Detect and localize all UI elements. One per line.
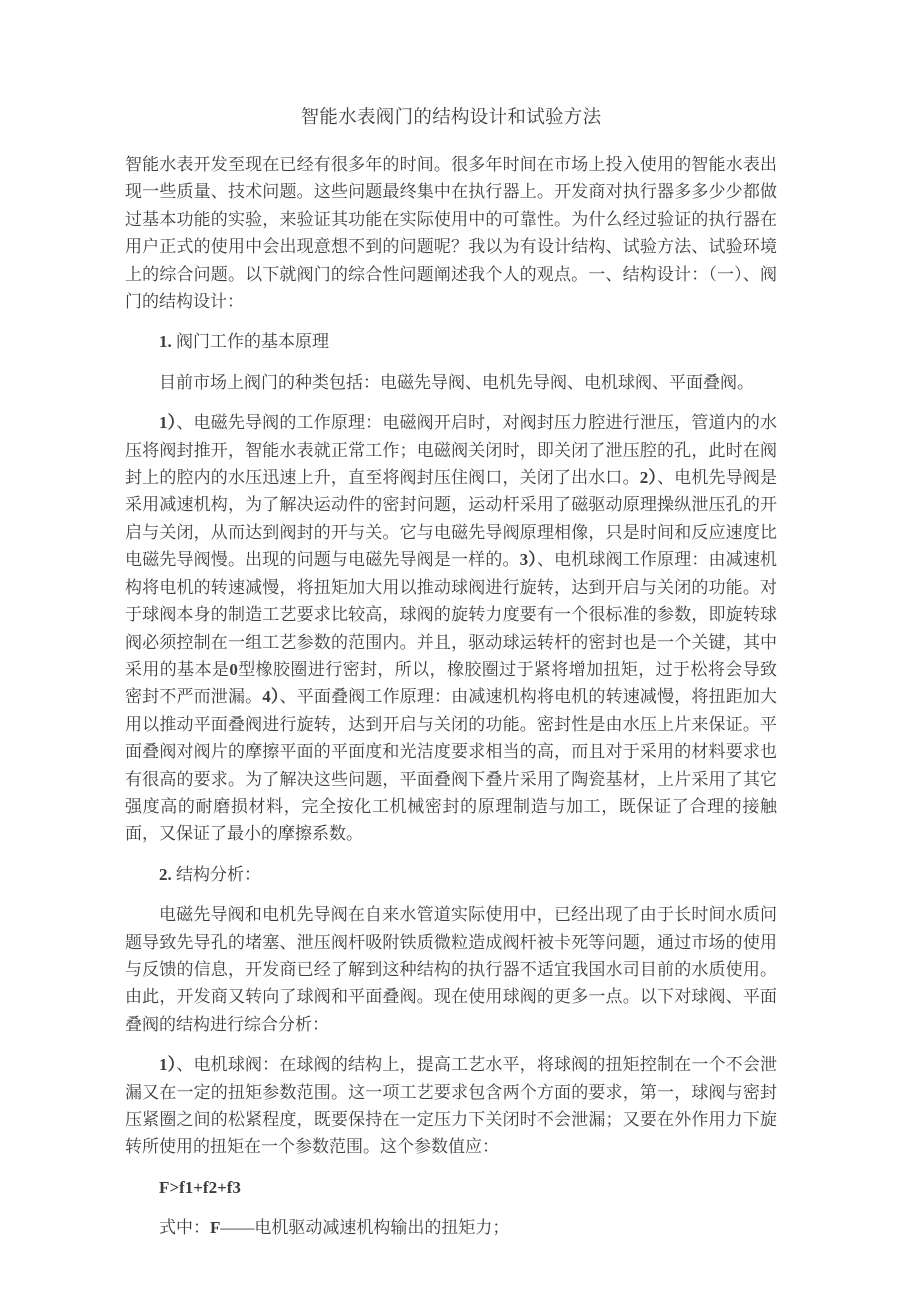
text-segment: 、电磁先导阀的工作原理：电磁阀开启时，对阀封压力腔进行泄压，管道内的水压将阀封推开，智能水表就正常工作；电磁阀关闭时，即关闭了泄压腔的孔，此时在阀封上的腔内的水压迅速上升，直至将阀封压住阀口，关闭了出水口。 bbox=[125, 413, 778, 488]
body-paragraph bbox=[125, 151, 777, 315]
document-title: 智能水表阀门的结构设计和试验方法 bbox=[300, 108, 602, 128]
body-paragraph bbox=[125, 901, 777, 1038]
body-paragraph bbox=[125, 369, 777, 396]
document-body bbox=[125, 151, 777, 1242]
serif-number-segment: 2. bbox=[159, 864, 176, 884]
body-paragraph bbox=[125, 409, 777, 848]
text-segment: 阀门工作的基本原理 bbox=[176, 332, 329, 352]
text-segment: 电磁先导阀和电机先导阀在自来水管道实际使用中，已经出现了由于长时间水质问题导致先导孔的堵塞、泄压阀杆吸附铁质微粒造成阀杆被卡死等问题，通过市场的使用与反馈的信息，开发商已经了解到这种结构的执行器不适宜我国水司目前的水质使用。由此，开发商又转向了球阀和平面叠阀。现在使用球阀的更多一点。以下对球阀、平面叠阀的结构进行综合分析： bbox=[125, 905, 777, 1034]
text-segment: 结构分析： bbox=[176, 864, 261, 884]
formula-line bbox=[125, 1174, 777, 1201]
serif-number-segment: 4） bbox=[262, 687, 280, 707]
body-paragraph bbox=[125, 1051, 777, 1161]
text-segment: 型橡胶圈进行密封，所以，橡胶圈过于紧将增加扭矩，过于松将会导致密封不严而泄漏。 bbox=[125, 659, 778, 707]
body-paragraph bbox=[125, 1214, 777, 1241]
text-segment: 、电机球阀工作原理：由减速机构将电机的转速减慢，将扭矩加大用以推动球阀进行旋转，达到开启与关闭的功能。对于球阀本身的制造工艺要求比较高，球阀的旋转力度要有一个很标准的参数，即旋转球阀必须控制在一组工艺参数的范围内。并且，驱动球运转杆的密封也是一个关键，其中采用的基本是 bbox=[125, 550, 778, 679]
text-segment: ——电机驱动减速机构输出的扭矩力； bbox=[220, 1218, 510, 1238]
text-segment: 、电机先导阀是采用减速机构，为了解决运动件的密封问题，运动杆采用了磁驱动原理操纵泄压孔的开启与关闭，从而达到阀封的开与关。它与电磁先导阀原理相像，只是时间和反应速度比电磁先导阀慢。出现的问题与电磁先导阀是一样的。 bbox=[125, 468, 778, 570]
serif-number-segment: F bbox=[210, 1218, 221, 1238]
section-heading bbox=[125, 861, 777, 888]
text-segment: 、电机球阀：在球阀的结构上，提高工艺水平，将球阀的扭矩控制在一个不会泄漏又在一定的扭矩参数范围。这一项工艺要求包含两个方面的要求，第一，球阀与密封压紧圈之间的松紧程度，既要保持在一定压力下关闭时不会泄漏；又要在外作用力下旋转所使用的扭矩在一个参数范围。这个参数值应： bbox=[125, 1055, 778, 1157]
serif-number-segment: 1） bbox=[159, 413, 177, 433]
serif-number-segment: 1） bbox=[159, 1055, 177, 1075]
section-heading bbox=[125, 328, 777, 355]
text-segment: 、平面叠阀工作原理：由减速机构将电机的转速减慢，将扭距加大用以推动平面叠阀进行旋转，达到开启与关闭的功能。密封性是由水压上片来保证。平面叠阀对阀片的摩擦平面的平面度和光洁度要求相当的高，而且对于采用的材料要求也有很高的要求。为了解决这些问题，平面叠阀下叠片采用了陶瓷基材，上片采用了其它强度高的耐磨损材料，完全按化工机械密封的原理制造与加工，既保证了合理的接触面，又保证了最小的摩擦系数。 bbox=[125, 687, 778, 844]
serif-number-segment: 0 bbox=[229, 659, 238, 679]
serif-number-segment: 3） bbox=[519, 550, 537, 570]
serif-number-segment: 1. bbox=[159, 332, 176, 352]
text-segment: 智能水表开发至现在已经有很多年的时间。很多年时间在市场上投入使用的智能水表出现一些质量、技术问题。这些问题最终集中在执行器上。开发商对执行器多多少少都做过基本功能的实验，来验证其功能在实际使用中的可靠性。为什么经过验证的执行器在用户正式的使用中会出现意想不到的问题呢？我以为有设计结构、试验方法、试验环境上的综合问题。以下就阀门的综合性问题阐述我个人的观点。一、结构设计：（一）、阀门的结构设计： bbox=[125, 155, 777, 312]
text-segment: 目前市场上阀门的种类包括：电磁先导阀、电机先导阀、电机球阀、平面叠阀。 bbox=[159, 372, 754, 392]
text-segment: 式中： bbox=[159, 1218, 210, 1238]
serif-number-segment: F>f1+f2+f3 bbox=[159, 1177, 241, 1197]
serif-number-segment: 2） bbox=[639, 468, 658, 488]
